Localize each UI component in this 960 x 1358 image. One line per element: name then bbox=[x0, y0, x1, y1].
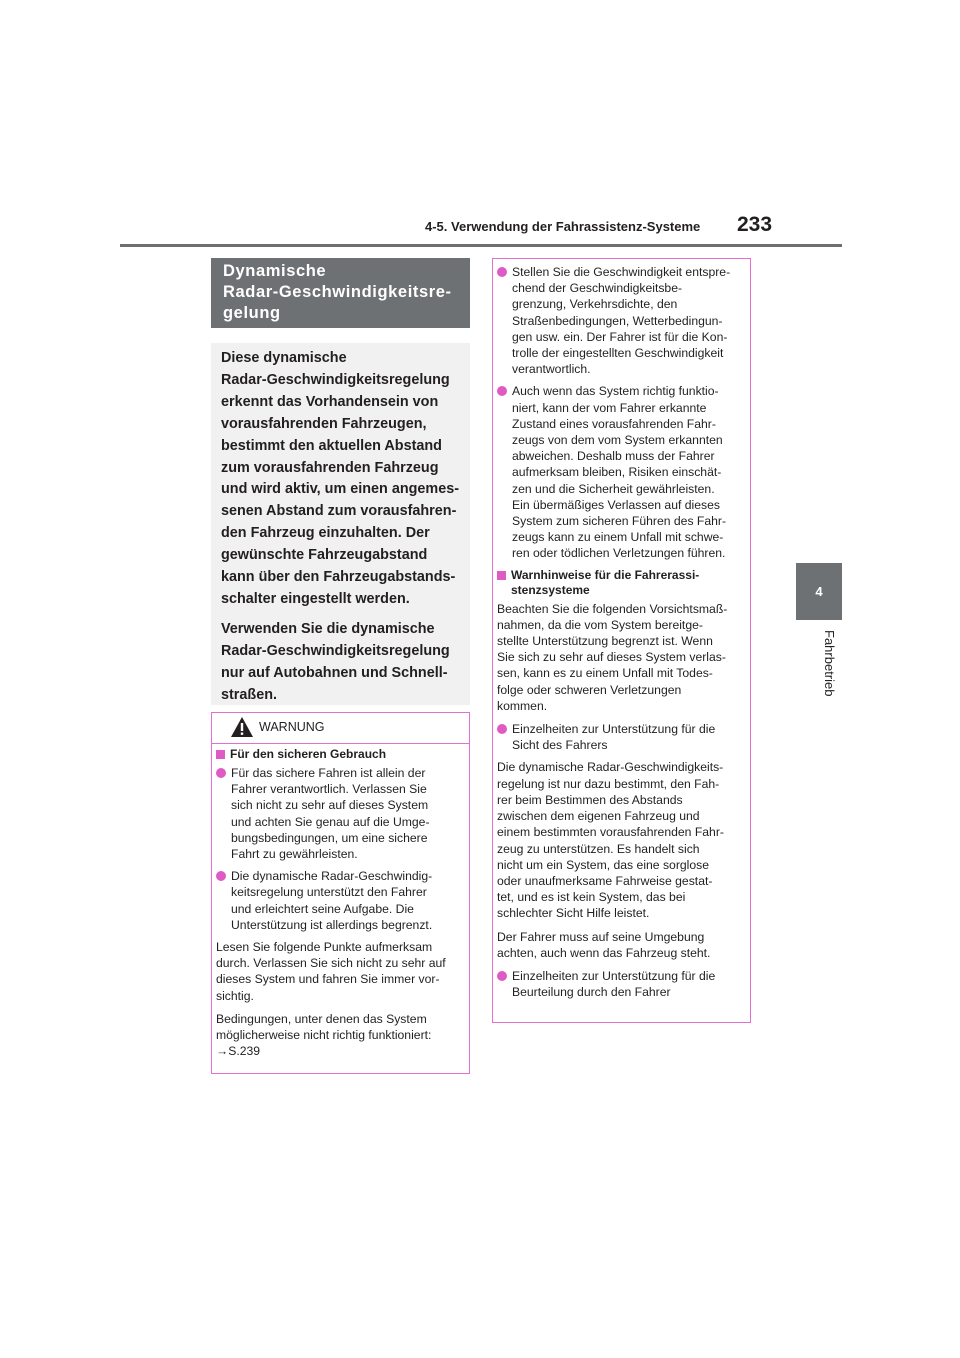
bullet-icon bbox=[216, 871, 226, 881]
list-item: Stellen Sie die Geschwindigkeit entspre- chend der Geschwindigkeitsbe- grenzung, Verkehrsdichte, den Straßenbedingungen, Wetterbedingun- gen usw. ein. Der Fahrer ist für die Kon- trolle der eingestellten Geschwindigkeit verantwortlich. bbox=[497, 264, 746, 377]
bullet-icon bbox=[216, 768, 226, 778]
chapter-label: Fahrbetrieb bbox=[822, 630, 837, 697]
list-item: Einzelheiten zur Unterstützung für die Sicht des Fahrers bbox=[497, 721, 746, 753]
list-item: Die dynamische Radar-Geschwindig- keitsregelung unterstützt den Fahrer und erleichtert seine Aufgabe. Die Unterstützung ist allerdings begrenzt. bbox=[216, 868, 465, 933]
caution-continued-box bbox=[492, 258, 751, 1023]
assist-warnings-subheading: Warnhinweise für die Fahrerassi- stenzsysteme bbox=[497, 568, 746, 598]
page-reference-link[interactable]: →S.239 bbox=[216, 1044, 261, 1059]
intro-paragraph-1: Diese dynamische Radar-Geschwindigkeitsregelung erkennt das Vorhandensein von vorausfahrenden Fahrzeugen, bestimmt den aktuellen Abstand zum vorausfahrenden Fahrzeug und wird aktiv, um einen angemes- senen Abstand zum vorausfahren- den Fahrzeug einzuhalten. Der gewünschte Fahrzeugabstand kann über den Fahrzeugabstands- schalter eingestellt werden. bbox=[221, 350, 460, 607]
warning-paragraph: Bedingungen, unter denen das System möglicherweise nicht richtig funktioniert: →S.239 bbox=[216, 1011, 432, 1059]
paragraph: Beachten Sie die folgenden Vorsichtsmaß- nahmen, da die vom System bereitge- stellte Unterstützung begrenzt ist. Wenn Sie sich zu sehr auf dieses System verlas- sen, kann es zu einem Unfall mit Todes- folge oder schweren Verletzungen kommen. bbox=[497, 601, 728, 713]
warning-subheading: Für den sicheren Gebrauch bbox=[216, 747, 465, 762]
intro-paragraph-2: Verwenden Sie die dynamische Radar-Geschwindigkeitsregelung nur auf Autobahnen und Schnell- straßen. bbox=[221, 620, 450, 703]
bullet-icon bbox=[497, 267, 507, 277]
intro-box bbox=[211, 343, 470, 705]
paragraph: Die dynamische Radar-Geschwindigkeits- regelung ist nur dazu bestimmt, den Fah- rer beim Bestimmen des Abstands zwischen dem eigenen Fahrzeug und einem bestimmten vorausfahrenden Fahr- zeug zu unterstützen. Es handelt sich nicht um ein System, das eine sorglose oder unaufmerksame Fahrweise gestat- tet, und es ist kein System, das bei schlechter Sicht Hilfe leistet. bbox=[497, 760, 724, 921]
warning-triangle-icon bbox=[230, 716, 254, 738]
warning-box bbox=[211, 712, 470, 1074]
section-title: Dynamische Radar-Geschwindigkeitsre- gelung bbox=[211, 258, 470, 328]
square-bullet-icon bbox=[216, 750, 225, 759]
section-header: 4-5. Verwendung der Fahrassistenz-Systeme bbox=[425, 219, 701, 234]
chapter-tab[interactable]: 4 bbox=[796, 563, 842, 620]
bullet-icon bbox=[497, 971, 507, 981]
bullet-icon bbox=[497, 386, 507, 396]
list-item: Einzelheiten zur Unterstützung für die Beurteilung durch den Fahrer bbox=[497, 968, 746, 1000]
bullet-icon bbox=[497, 724, 507, 734]
paragraph: Der Fahrer muss auf seine Umgebung achten, auch wenn das Fahrzeug steht. bbox=[497, 929, 711, 960]
warning-title: WARNUNG bbox=[259, 720, 325, 734]
header-rule bbox=[120, 244, 842, 247]
list-item: Auch wenn das System richtig funktio- niert, kann der vom Fahrer erkannte Zustand eines vorausfahrenden Fahr- zeugs von dem vom System erkannten abweichen. Deshalb muss der Fahrer aufmerksam bleiben, Risiken einschät- zen und die Sicherheit gewährleisten. Ein übermäßiges Verlassen auf dieses System zum sicheren Führen des Fahr- zeugs kann zu einem Unfall mit schwe- ren oder tödlichen Verletzungen führen. bbox=[497, 383, 746, 561]
page-number: 233 bbox=[737, 213, 773, 236]
warning-paragraph: Lesen Sie folgende Punkte aufmerksam durch. Verlassen Sie sich nicht zu sehr auf dieses System und fahren Sie immer vor- sichtig. bbox=[216, 940, 446, 1003]
list-item: Für das sichere Fahren ist allein der Fahrer verantwortlich. Verlassen Sie sich nicht zu sehr auf dieses System und achten Sie genau auf die Umge- bungsbedingungen, um eine sichere Fahrt zu gewährleisten. bbox=[216, 765, 465, 862]
square-bullet-icon bbox=[497, 571, 506, 580]
warning-header bbox=[212, 713, 469, 744]
